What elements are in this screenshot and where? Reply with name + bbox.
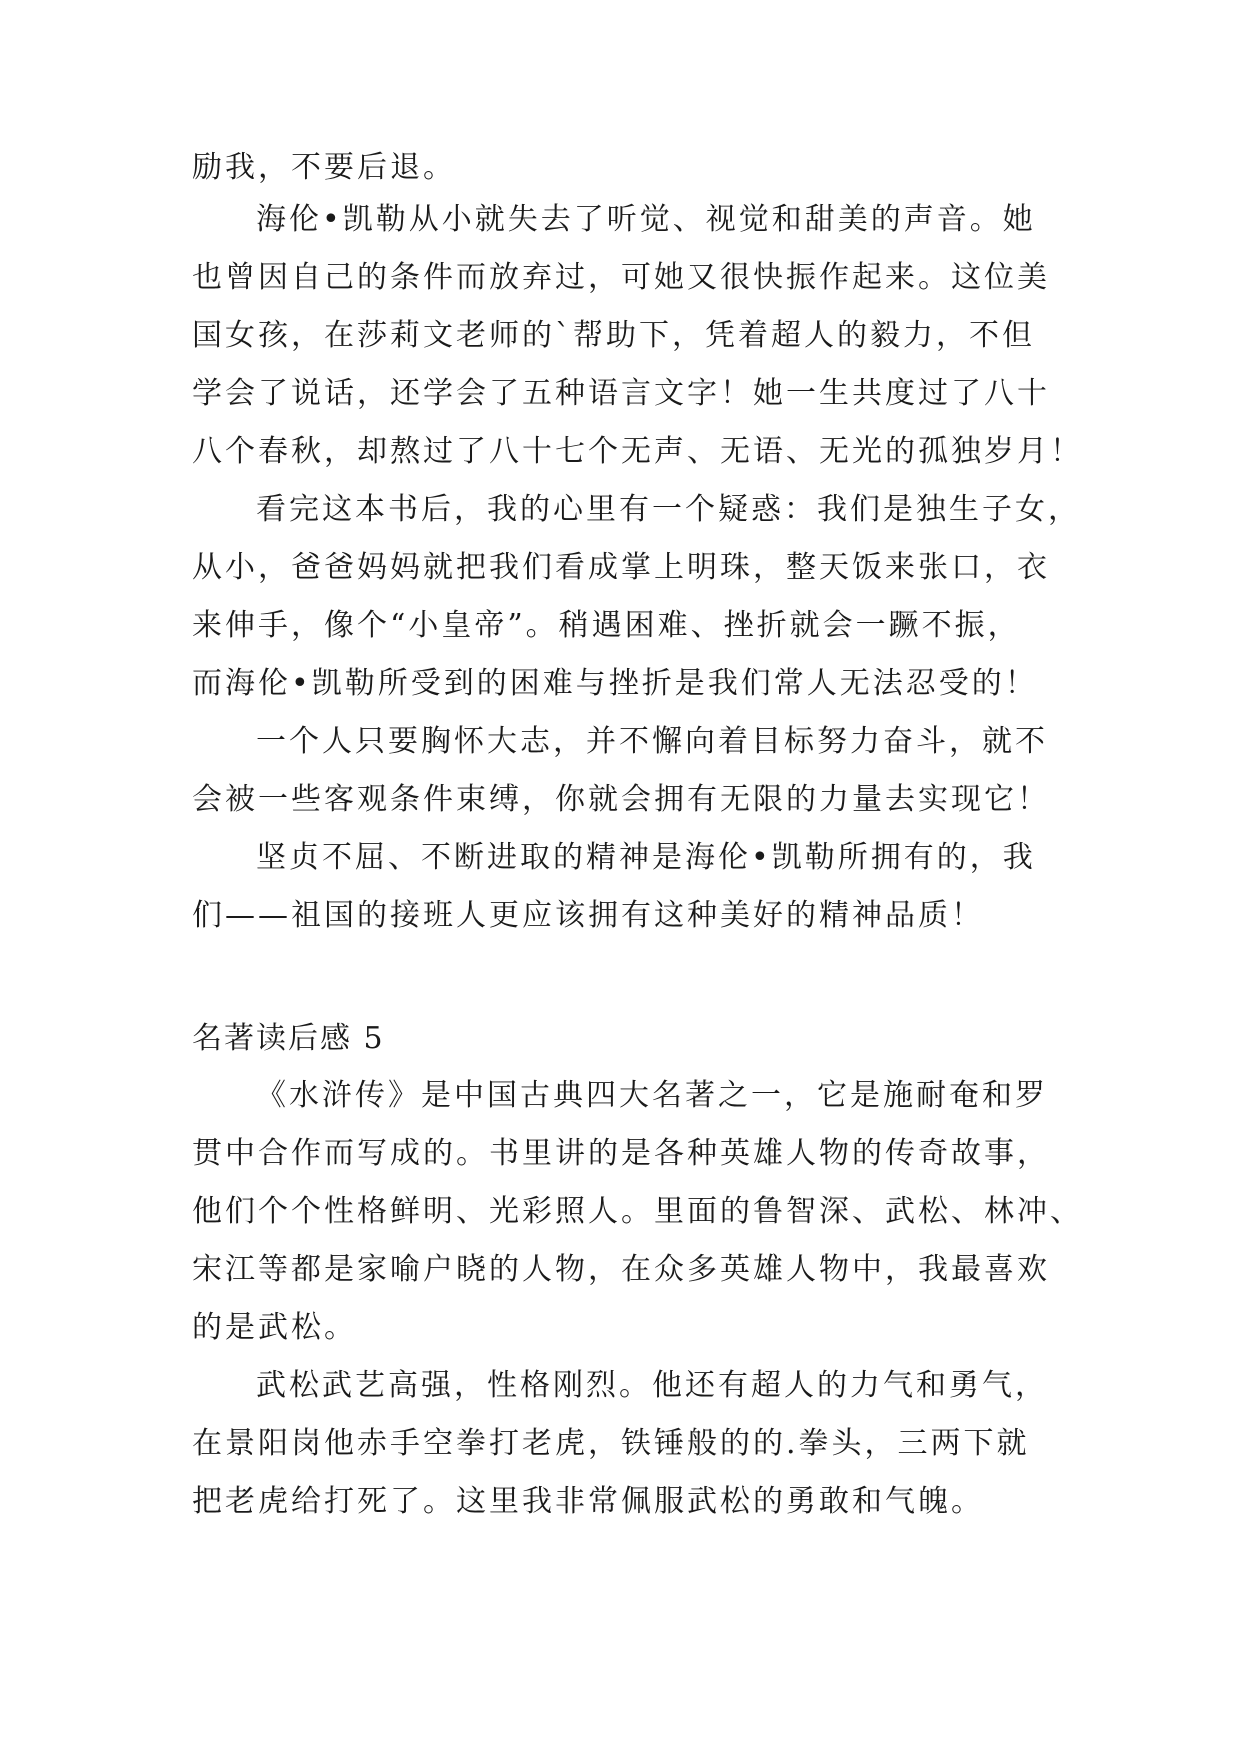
text-line: 们——祖国的接班人更应该拥有这种美好的精神品质！: [192, 898, 984, 933]
text-line: 学会了说话，还学会了五种语言文字！她一生共度过了八十: [192, 376, 1050, 411]
paragraph-helen-keller-intro: [192, 191, 1083, 481]
text-line: 会被一些客观条件束缚，你就会拥有无限的力量去实现它！: [192, 782, 1050, 817]
text-line: 来伸手，像个“小皇帝”。稍遇困难、挫折就会一蹶不振，: [192, 608, 1021, 643]
section-heading: 名著读后感 5: [192, 1021, 385, 1056]
text-line: 把老虎给打死了。这里我非常佩服武松的勇敢和气魄。: [192, 1484, 984, 1519]
paragraph-ambition: [192, 713, 1060, 829]
text-line: 宋江等都是家喻户晓的人物，在众多英雄人物中，我最喜欢: [192, 1252, 1050, 1287]
text-line: 而海伦•凯勒所受到的困难与挫折是我们常人无法忍受的！: [192, 666, 1038, 701]
text-line: 他们个个性格鲜明、光彩照人。里面的鲁智深、武松、林冲、: [192, 1194, 1083, 1229]
paragraph-continuation: [192, 139, 1060, 197]
text-line: 在景阳岗他赤手空拳打老虎，铁锤般的的.拳头，三两下就: [192, 1426, 1030, 1461]
text-line: 武松武艺高强，性格刚烈。他还有超人的力气和勇气，: [256, 1368, 1048, 1403]
text-line: 一个人只要胸怀大志，并不懈向着目标努力奋斗，就不: [256, 724, 1048, 759]
section-heading-block: [192, 1010, 1060, 1068]
text-line: 国女孩，在莎莉文老师的`帮助下，凭着超人的毅力，不但: [192, 318, 1035, 353]
text-line: 从小，爸爸妈妈就把我们看成掌上明珠，整天饭来张口，衣: [192, 550, 1050, 585]
text-line: 的是武松。: [192, 1310, 357, 1345]
text-line: 励我，不要后退。: [192, 150, 456, 185]
paragraph-wu-song: [192, 1357, 1060, 1531]
paragraph-reflection: [192, 481, 1081, 713]
text-line: 看完这本书后，我的心里有一个疑惑：我们是独生子女，: [256, 492, 1081, 527]
text-line: 海伦•凯勒从小就失去了听觉、视觉和甜美的声音。她: [256, 202, 1036, 237]
text-line: 《水浒传》是中国古典四大名著之一，它是施耐奄和罗: [256, 1078, 1048, 1113]
paragraph-water-margin-intro: [192, 1067, 1083, 1357]
text-line: 八个春秋，却熬过了八十七个无声、无语、无光的孤独岁月！: [192, 434, 1083, 469]
text-line: 贯中合作而写成的。书里讲的是各种英雄人物的传奇故事，: [192, 1136, 1050, 1171]
text-line: 坚贞不屈、不断进取的精神是海伦•凯勒所拥有的，我: [256, 840, 1036, 875]
text-line: 也曾因自己的条件而放弃过，可她又很快振作起来。这位美: [192, 260, 1050, 295]
paragraph-conclusion: [192, 829, 1060, 945]
